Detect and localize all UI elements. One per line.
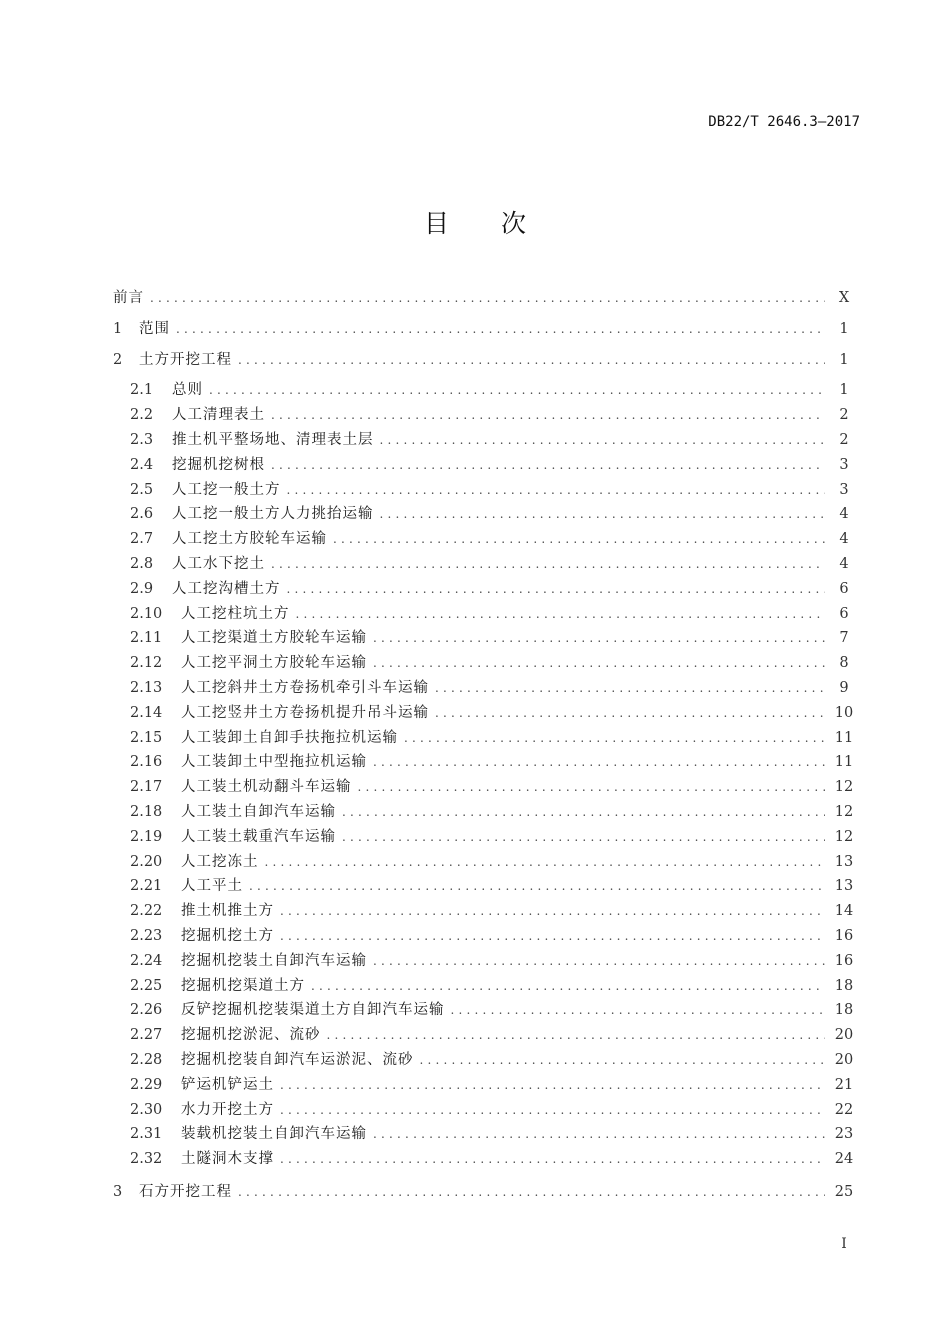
dot-leader: [380, 428, 826, 453]
toc-entry-page: 2: [839, 431, 849, 448]
toc-entry-page: 10: [834, 704, 854, 721]
toc-entry[interactable]: [113, 750, 855, 775]
toc-entry-page: 13: [834, 878, 854, 895]
toc-entry-label[interactable]: 总则: [172, 382, 203, 399]
toc-entry[interactable]: [113, 726, 855, 751]
toc-entry-label[interactable]: 推土机平整场地、清理表土层: [172, 431, 374, 448]
toc-entry-page: 4: [839, 531, 849, 548]
dot-leader: [373, 750, 825, 775]
toc-entry-label[interactable]: 挖掘机挖装土自卸汽车运输: [181, 952, 367, 969]
toc-entry[interactable]: [113, 1180, 855, 1205]
dot-leader: [373, 949, 825, 974]
toc-entry-page: 1: [839, 351, 849, 368]
dot-leader: [342, 825, 825, 850]
toc-entry[interactable]: [113, 1147, 855, 1172]
toc-entry[interactable]: [113, 478, 855, 503]
toc-entry-page: 9: [839, 679, 849, 696]
toc-entry[interactable]: [113, 701, 855, 726]
toc-entry-number: 2.10: [130, 605, 163, 622]
dot-leader: [380, 502, 826, 527]
dot-leader: [373, 1122, 825, 1147]
toc-entry-number: 2.16: [130, 754, 163, 771]
toc-entry-label[interactable]: 挖掘机挖树根: [172, 456, 265, 473]
page-number: I: [841, 1236, 847, 1252]
toc-entry-number: 2.23: [130, 927, 163, 944]
toc-entry[interactable]: [113, 1023, 855, 1048]
dot-leader: [358, 775, 826, 800]
toc-entry-number: 2: [113, 351, 123, 368]
toc-entry-label[interactable]: 铲运机铲运土: [181, 1076, 274, 1093]
dot-leader: [280, 1098, 825, 1123]
toc-entry-label[interactable]: 人工水下挖土: [172, 555, 265, 572]
toc-entry-number: 2.5: [130, 481, 154, 498]
toc-entry-number: 2.11: [130, 630, 163, 647]
toc-entry[interactable]: [113, 949, 855, 974]
dot-leader: [280, 899, 825, 924]
toc-entry-number: 3: [113, 1183, 123, 1200]
toc-entry-page: 12: [834, 803, 854, 820]
toc-entry-page: 3: [839, 481, 849, 498]
toc-entry-number: 2.13: [130, 679, 163, 696]
toc-entry[interactable]: [113, 378, 855, 403]
toc-entry[interactable]: [113, 286, 855, 311]
toc-entry-page: 16: [834, 927, 854, 944]
toc-entry-label[interactable]: 石方开挖工程: [139, 1183, 232, 1200]
toc-entry-number: 2.8: [130, 555, 154, 572]
toc-entry-label[interactable]: 前言: [113, 290, 144, 306]
toc-entry-number: 2.25: [130, 977, 163, 994]
toc-entry-page: 14: [834, 903, 854, 920]
toc-entry-number: 2.30: [130, 1101, 163, 1118]
dot-leader: [311, 974, 825, 999]
toc-entry-number: 2.17: [130, 779, 163, 796]
toc-entry-number: 2.26: [130, 1002, 163, 1019]
toc-entry[interactable]: [113, 775, 855, 800]
toc-entry-label[interactable]: 人工挖一般土方: [172, 481, 281, 498]
toc-entry-page: 11: [834, 754, 854, 771]
toc-entry-label[interactable]: 人工挖沟槽土方: [172, 580, 281, 597]
toc-entry-page: 18: [834, 977, 854, 994]
dot-leader: [209, 378, 825, 403]
toc-entry[interactable]: [113, 602, 855, 627]
toc-entry-page: 22: [834, 1101, 854, 1118]
toc-entry[interactable]: [113, 502, 855, 527]
toc-entry[interactable]: [113, 1122, 855, 1147]
toc-entry-label[interactable]: 反铲挖掘机挖装渠道土方自卸汽车运输: [181, 1002, 445, 1019]
table-of-contents: [113, 286, 855, 1205]
toc-entry-number: 2.15: [130, 729, 163, 746]
toc-entry[interactable]: [113, 850, 855, 875]
standard-code: DB22/T 2646.3—2017: [708, 114, 860, 130]
toc-entry[interactable]: [113, 317, 855, 342]
title-char-1: 目: [423, 209, 449, 238]
dot-leader: [271, 403, 825, 428]
dot-leader: [420, 1048, 826, 1073]
toc-entry[interactable]: [113, 1048, 855, 1073]
toc-entry-number: 2.31: [130, 1126, 163, 1143]
toc-entry[interactable]: [113, 552, 855, 577]
toc-entry[interactable]: [113, 676, 855, 701]
toc-entry-page: 12: [834, 828, 854, 845]
toc-entry[interactable]: [113, 899, 855, 924]
toc-entry-label[interactable]: 人工挖一般土方人力挑抬运输: [172, 506, 374, 523]
toc-entry-number: 2.2: [130, 407, 154, 424]
dot-leader: [271, 453, 825, 478]
dot-leader: [287, 478, 826, 503]
toc-entry-label[interactable]: 人工装卸土自卸手扶拖拉机运输: [181, 729, 398, 746]
dot-leader: [265, 850, 826, 875]
dot-leader: [150, 286, 825, 311]
toc-entry-label[interactable]: 人工挖渠道土方胶轮车运输: [181, 630, 367, 647]
toc-entry-label[interactable]: 装载机挖装土自卸汽车运输: [181, 1126, 367, 1143]
toc-entry-number: 2.22: [130, 903, 163, 920]
toc-entry[interactable]: [113, 651, 855, 676]
toc-entry-page: 4: [839, 506, 849, 523]
toc-entry-label[interactable]: 人工装卸土中型拖拉机运输: [181, 754, 367, 771]
toc-entry-page: 16: [834, 952, 854, 969]
toc-entry-number: 1: [113, 320, 123, 337]
toc-entry-number: 2.9: [130, 580, 154, 597]
toc-entry-page: 6: [839, 580, 849, 597]
toc-entry-number: 2.27: [130, 1027, 163, 1044]
toc-entry-number: 2.4: [130, 456, 154, 473]
dot-leader: [238, 1180, 825, 1205]
toc-entry-number: 2.24: [130, 952, 163, 969]
dot-leader: [373, 626, 825, 651]
dot-leader: [296, 602, 826, 627]
toc-entry-number: 2.14: [130, 704, 163, 721]
toc-entry-number: 2.3: [130, 431, 154, 448]
dot-leader: [249, 874, 825, 899]
dot-leader: [451, 998, 826, 1023]
toc-entry-page: 21: [834, 1076, 854, 1093]
toc-entry-number: 2.21: [130, 878, 163, 895]
toc-entry-label[interactable]: 挖掘机挖淤泥、流砂: [181, 1027, 321, 1044]
toc-entry-number: 2.28: [130, 1051, 163, 1068]
dot-leader: [342, 800, 825, 825]
toc-entry-page: 4: [839, 555, 849, 572]
toc-entry-label[interactable]: 人工装土自卸汽车运输: [181, 803, 336, 820]
toc-entry[interactable]: [113, 428, 855, 453]
toc-entry-label[interactable]: 人工平土: [181, 878, 243, 895]
toc-entry-label[interactable]: 水力开挖土方: [181, 1101, 274, 1118]
dot-leader: [280, 1073, 825, 1098]
toc-entry[interactable]: [113, 527, 855, 552]
toc-entry[interactable]: [113, 825, 855, 850]
toc-entry-page: 20: [834, 1051, 854, 1068]
dot-leader: [435, 676, 825, 701]
toc-entry[interactable]: [113, 800, 855, 825]
toc-entry-label[interactable]: 人工装土机动翻斗车运输: [181, 779, 352, 796]
toc-entry-number: 2.18: [130, 803, 163, 820]
toc-entry-label[interactable]: 范围: [139, 320, 170, 337]
toc-entry-number: 2.19: [130, 828, 163, 845]
page-title: [0, 204, 950, 240]
toc-entry[interactable]: [113, 998, 855, 1023]
toc-entry[interactable]: [113, 1098, 855, 1123]
dot-leader: [373, 651, 825, 676]
toc-entry[interactable]: [113, 924, 855, 949]
toc-entry-page: 24: [834, 1151, 854, 1168]
dot-leader: [238, 348, 825, 373]
dot-leader: [280, 924, 825, 949]
dot-leader: [435, 701, 825, 726]
toc-entry-page: X: [838, 290, 850, 306]
toc-entry[interactable]: [113, 577, 855, 602]
toc-entry-page: 1: [839, 382, 849, 399]
title-char-2: 次: [501, 209, 527, 238]
toc-entry-number: 2.1: [130, 382, 154, 399]
toc-entry-label[interactable]: 人工挖土方胶轮车运输: [172, 531, 327, 548]
toc-entry-number: 2.6: [130, 506, 154, 523]
toc-entry-page: 20: [834, 1027, 854, 1044]
toc-entry-number: 2.29: [130, 1076, 163, 1093]
dot-leader: [327, 1023, 826, 1048]
toc-entry[interactable]: [113, 874, 855, 899]
toc-entry[interactable]: [113, 974, 855, 999]
toc-entry-label[interactable]: 人工挖斜井土方卷扬机牵引斗车运输: [181, 679, 429, 696]
toc-entry-page: 2: [839, 407, 849, 424]
toc-entry-page: 3: [839, 456, 849, 473]
toc-entry-label[interactable]: 人工挖柱坑土方: [181, 605, 290, 622]
toc-entry-label[interactable]: 人工清理表土: [172, 407, 265, 424]
toc-entry-page: 25: [834, 1183, 854, 1200]
dot-leader: [333, 527, 825, 552]
toc-entry-page: 7: [839, 630, 849, 647]
toc-entry-label[interactable]: 人工挖竖井土方卷扬机提升吊斗运输: [181, 704, 429, 721]
toc-entry-label[interactable]: 挖掘机挖土方: [181, 927, 274, 944]
toc-entry-number: 2.12: [130, 655, 163, 672]
toc-entry-page: 18: [834, 1002, 854, 1019]
dot-leader: [176, 317, 825, 342]
toc-entry-label[interactable]: 人工装土载重汽车运输: [181, 828, 336, 845]
toc-entry-label[interactable]: 土隧洞木支撑: [181, 1151, 274, 1168]
toc-entry-label[interactable]: 人工挖平洞土方胶轮车运输: [181, 655, 367, 672]
toc-entry-number: 2.7: [130, 531, 154, 548]
toc-entry-label[interactable]: 挖掘机挖装自卸汽车运淤泥、流砂: [181, 1051, 414, 1068]
toc-entry-page: 12: [834, 779, 854, 796]
toc-entry-number: 2.20: [130, 853, 163, 870]
toc-entry-number: 2.32: [130, 1151, 163, 1168]
toc-entry[interactable]: [113, 453, 855, 478]
dot-leader: [287, 577, 826, 602]
toc-entry-label[interactable]: 挖掘机挖渠道土方: [181, 977, 305, 994]
toc-entry-page: 13: [834, 853, 854, 870]
toc-entry-page: 6: [839, 605, 849, 622]
toc-entry-page: 1: [839, 320, 849, 337]
toc-entry[interactable]: [113, 348, 855, 373]
toc-entry-page: 8: [839, 655, 849, 672]
toc-entry-page: 11: [834, 729, 854, 746]
toc-entry-label[interactable]: 土方开挖工程: [139, 351, 232, 368]
toc-entry[interactable]: [113, 1073, 855, 1098]
toc-entry[interactable]: [113, 626, 855, 651]
toc-entry-label[interactable]: 人工挖冻土: [181, 853, 259, 870]
dot-leader: [280, 1147, 825, 1172]
dot-leader: [404, 726, 825, 751]
dot-leader: [271, 552, 825, 577]
toc-entry[interactable]: [113, 403, 855, 428]
toc-entry-page: 23: [834, 1126, 854, 1143]
toc-entry-label[interactable]: 推土机推土方: [181, 903, 274, 920]
